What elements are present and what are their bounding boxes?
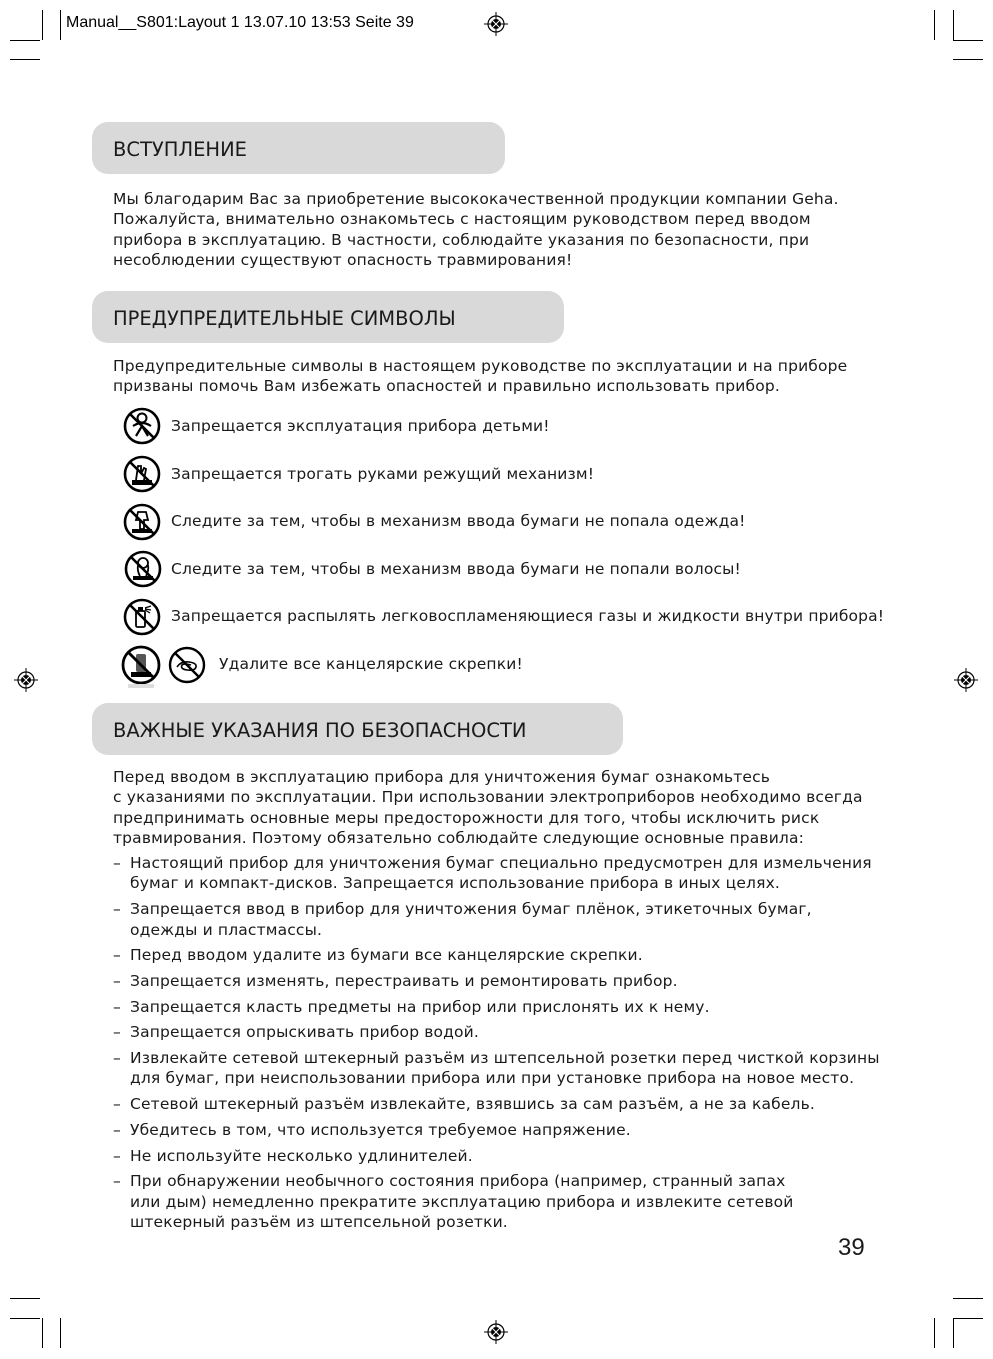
registration-mark-icon bbox=[484, 1320, 508, 1344]
no-hair-icon bbox=[123, 549, 163, 589]
text-line: Перед вводом в эксплуатацию прибора для уничтожения бумаг ознакомьтесь bbox=[113, 768, 771, 786]
text-line: Запрещается ввод в прибор для уничтожения бумаг плёнок, этикеточных бумаг, bbox=[130, 900, 812, 919]
text-line: штекерный разъём из штепсельной розетки. bbox=[130, 1213, 508, 1232]
no-shredder-misuse-icon bbox=[120, 644, 162, 690]
bullet-dash: – bbox=[113, 1095, 121, 1114]
text-line: Пожалуйста, внимательно ознакомьтесь с настоящим руководством перед вводом bbox=[113, 210, 811, 229]
safety-paragraph bbox=[113, 767, 883, 849]
text-line: Настоящий прибор для уничтожения бумаг специально предусмотрен для измельчения bbox=[130, 854, 872, 872]
text-line: Запрещается опрыскивать прибор водой. bbox=[130, 1023, 479, 1042]
no-aerosol-icon bbox=[122, 597, 162, 637]
text-line: травмирования. Поэтому обязательно соблюдайте следующие основные правила: bbox=[113, 829, 805, 848]
symbols-paragraph bbox=[113, 356, 883, 397]
bullet-dash: – bbox=[113, 1023, 121, 1042]
bullet-dash: – bbox=[113, 971, 121, 990]
text-line: для бумаг, при неиспользовании прибора или при установке прибора на новое место. bbox=[130, 1069, 855, 1088]
no-touch-cutter-icon bbox=[122, 454, 162, 494]
no-paperclip-icon bbox=[167, 645, 207, 685]
intro-paragraph bbox=[113, 189, 883, 271]
bullet-dash: – bbox=[113, 1049, 121, 1068]
registration-mark-icon bbox=[484, 12, 508, 36]
bullet-dash: – bbox=[113, 854, 121, 872]
bullet-dash: – bbox=[113, 946, 121, 965]
section-heading-safety: ВАЖНЫЕ УКАЗАНИЯ ПО БЕЗОПАСНОСТИ bbox=[92, 703, 623, 755]
symbol-text: Удалите все канцелярские скрепки! bbox=[219, 655, 523, 673]
text-line: призваны помочь Вам избежать опасностей и правильно использовать прибор. bbox=[113, 377, 780, 396]
list-item bbox=[113, 853, 883, 894]
list-item bbox=[113, 1094, 883, 1114]
symbol-text: Запрещается трогать руками режущий механизм! bbox=[171, 465, 595, 483]
registration-mark-icon bbox=[954, 668, 978, 692]
text-line: несоблюдении существуют опасность травмирования! bbox=[113, 251, 573, 270]
text-line: или дым) немедленно прекратите эксплуатацию прибора и извлеките сетевой bbox=[130, 1192, 794, 1211]
bullet-dash: – bbox=[113, 900, 121, 919]
symbol-text: Запрещается эксплуатация прибора детьми! bbox=[171, 417, 550, 435]
list-item bbox=[113, 1120, 883, 1140]
bullet-dash: – bbox=[113, 1146, 121, 1165]
list-item bbox=[113, 997, 883, 1017]
text-line: Мы благодарим Вас за приобретение высококачественной продукции компании Geha. bbox=[113, 190, 839, 208]
list-item bbox=[113, 1048, 883, 1089]
text-line: прибора в эксплуатацию. В частности, соблюдайте указания по безопасности, при bbox=[113, 230, 810, 249]
symbol-text: Запрещается распылять легковоспламеняющиеся газы и жидкости внутри прибора! bbox=[171, 607, 885, 625]
registration-mark-icon bbox=[14, 668, 38, 692]
text-line: Сетевой штекерный разъём извлекайте, взявшись за сам разъём, а не за кабель. bbox=[130, 1095, 815, 1114]
list-item bbox=[113, 1171, 883, 1232]
text-line: с указаниями по эксплуатации. При использовании электроприборов необходимо всегда bbox=[113, 788, 863, 807]
symbol-text: Следите за тем, чтобы в механизм ввода бумаги не попали волосы! bbox=[171, 560, 741, 578]
text-line: Перед вводом удалите из бумаги все канцелярские скрепки. bbox=[130, 946, 643, 965]
section-heading-intro: ВСТУПЛЕНИЕ bbox=[92, 122, 505, 174]
list-item bbox=[113, 1022, 883, 1042]
section-heading-symbols: ПРЕДУПРЕДИТЕЛЬНЫЕ СИМВОЛЫ bbox=[92, 291, 564, 343]
print-slug: Manual__S801:Layout 1 13.07.10 13:53 Seite 39 bbox=[66, 14, 414, 31]
list-item bbox=[113, 899, 883, 940]
text-line: предпринимать основные меры предосторожности для того, чтобы исключить риск bbox=[113, 808, 820, 827]
text-line: Запрещается класть предметы на прибор или прислонять их к нему. bbox=[130, 997, 710, 1016]
text-line: Убедитесь в том, что используется требуемое напряжение. bbox=[130, 1120, 631, 1139]
list-item bbox=[113, 971, 883, 991]
bullet-dash: – bbox=[113, 1120, 121, 1139]
no-clothing-icon bbox=[122, 502, 162, 542]
text-line: Предупредительные символы в настоящем руководстве по эксплуатации и на приборе bbox=[113, 357, 848, 375]
bullet-dash: – bbox=[113, 1172, 121, 1191]
list-item bbox=[113, 945, 883, 965]
text-line: одежды и пластмассы. bbox=[130, 920, 323, 939]
no-children-icon bbox=[122, 406, 162, 446]
text-line: Извлекайте сетевой штекерный разъём из штепсельной розетки перед чисткой корзины bbox=[130, 1049, 880, 1068]
list-item bbox=[113, 1146, 883, 1166]
bullet-dash: – bbox=[113, 997, 121, 1016]
text-line: Запрещается изменять, перестраивать и ремонтировать прибор. bbox=[130, 971, 678, 990]
safety-rules-list bbox=[113, 853, 883, 1238]
text-line: бумаг и компакт-дисков. Запрещается использование прибора в иных целях. bbox=[130, 874, 780, 893]
symbol-text: Следите за тем, чтобы в механизм ввода бумаги не попала одежда! bbox=[171, 512, 746, 530]
page-number: 39 bbox=[838, 1234, 865, 1261]
text-line: При обнаружении необычного состояния прибора (например, странный запах bbox=[130, 1172, 786, 1191]
text-line: Не используйте несколько удлинителей. bbox=[130, 1146, 473, 1165]
